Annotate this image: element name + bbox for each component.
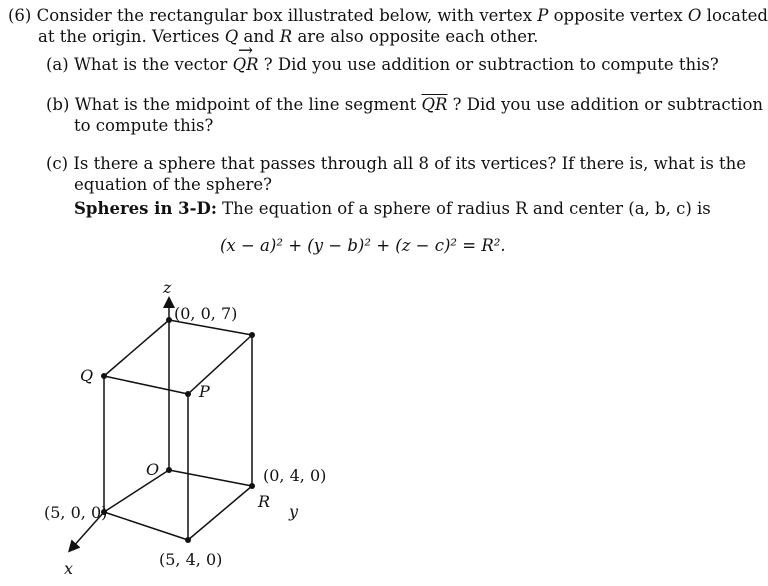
vector-qr: → QR	[233, 55, 259, 75]
label-0-0-7: (0, 0, 7)	[174, 304, 238, 323]
problem-intro-2c: are also opposite each other.	[292, 27, 539, 46]
label-5-4-0: (5, 4, 0)	[159, 550, 223, 569]
vertex-o-dot	[166, 467, 172, 473]
part-c-label: (c)	[46, 154, 69, 173]
part-b-text-2: ? Did you use addition or subtraction	[447, 95, 764, 114]
part-b-text-1: What is the midpoint of the line segment	[74, 95, 422, 114]
vertex-q-ref: Q	[224, 27, 239, 46]
edge-p-q	[104, 376, 188, 394]
label-p: P	[199, 382, 210, 401]
edge-540-r	[188, 486, 252, 540]
vertex-007-dot	[166, 317, 172, 323]
part-a-text-1: What is the vector	[73, 55, 233, 74]
edge-500-540	[104, 512, 188, 540]
label-q: Q	[80, 366, 94, 385]
problem-intro-2b: and	[238, 27, 280, 46]
problem-intro-1a: Consider the rectangular box illustrated below, with vertex	[36, 6, 538, 25]
vertex-o-ref: O	[687, 6, 702, 25]
label-0-4-0: (0, 4, 0)	[263, 466, 327, 485]
part-b-label: (b)	[46, 95, 70, 114]
problem-intro-1b: opposite vertex	[548, 6, 688, 25]
part-c-text-1: Is there a sphere that passes through all 8 of its vertices? If there is, what is the	[73, 154, 747, 173]
sphere-hint-text: The equation of a sphere of radius R and center (a, b, c) is	[216, 199, 711, 218]
edge-o-r	[169, 470, 252, 486]
problem-intro-2a: at the origin. Vertices	[38, 27, 225, 46]
z-axis-label: z	[163, 278, 172, 297]
vertex-p-dot	[185, 391, 191, 397]
vertex-p-ref: P	[537, 6, 549, 25]
sphere-hint-heading: Spheres in 3-D:	[74, 199, 217, 218]
vertex-q-dot	[101, 373, 107, 379]
label-o: O	[146, 460, 160, 479]
problem-intro-1c: located	[701, 6, 768, 25]
edge-top-p	[188, 335, 252, 394]
label-5-0-0: (5, 0, 0)	[44, 503, 108, 522]
edge-o-500	[104, 470, 169, 512]
part-b-text-3: to compute this?	[74, 116, 214, 135]
x-axis-label: x	[64, 559, 74, 578]
part-a-text-2: ? Did you use addition or subtraction to compute this?	[258, 55, 719, 74]
y-axis-label: y	[289, 502, 299, 521]
segment-qr: $\overline{QR}$	[421, 95, 448, 114]
sphere-equation: (x − a)² + (y − b)² + (z − c)² = R².	[220, 236, 506, 255]
part-a-label: (a)	[46, 55, 69, 74]
vertex-540-dot	[185, 537, 191, 543]
edge-q-007	[104, 320, 169, 376]
problem-number: (6)	[8, 6, 32, 25]
vertex-r-dot	[249, 483, 255, 489]
part-c-text-2: equation of the sphere?	[74, 175, 272, 194]
vertex-r-ref: R	[279, 27, 293, 46]
vertex-top-dot	[249, 332, 255, 338]
label-r: R	[258, 492, 271, 511]
